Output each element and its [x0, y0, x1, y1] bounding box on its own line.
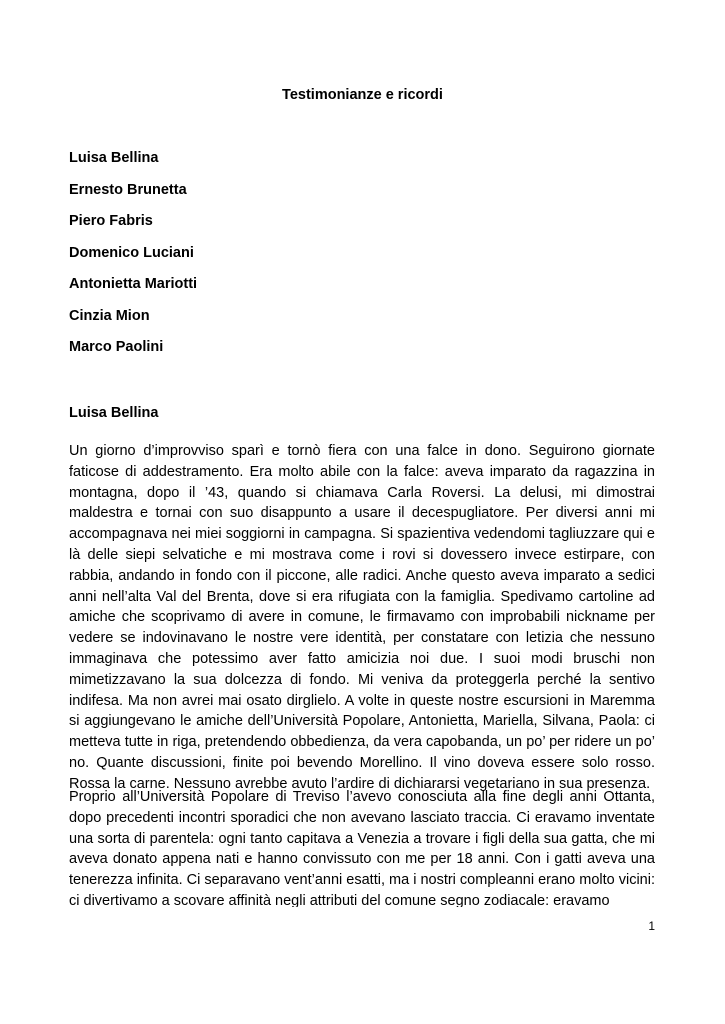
- body-paragraph: Un giorno d’improvviso sparì e tornò fiera con una falce in dono. Seguirono giornate faticose di addestramento. Era molto abile con la falce: aveva imparato da ragazzina in montagna, dopo il ’43, quando si chiamava Carla Roversi. La delusi, mi dimostrai maldestra e tornai con suo disappunto a usare il decespugliatore. Per diversi anni mi accompagnava nei miei soggiorni in campagna. Si spazientiva vedendomi tagliuzzare qui e là delle siepi selvatiche e mi mostrava come i rovi si dovessero invece estirpare, con rabbia, andando in fondo con il piccone, alle radici. Anche questo aveva imparato a sedici anni nell’alta Val del Brenta, dove si era rifugiata con la famiglia. Spedivamo cartoline ad amiche che scoprivamo di avere in comune, le firmavamo con improbabili nickname per vedere se indovinavano le nostre vere identità, per constatare con letizia che nessuno immaginava che potessimo aver fatto amicizia noi due. I suoi modi bruschi non mimetizzavano la sua dolcezza di fondo. Mi veniva da proteggerla perché la sentivo indifesa. Ma non avrei mai osato dirglielo. A volte in queste nostre escursioni in Maremma si aggiungevano le amiche dell’Università Popolare, Antonietta, Mariella, Silvana, Paola: ci metteva tutte in riga, pretendendo obbedienza, da vera capobanda, un po’ per ridere un po’ no. Quante discussioni, finite poi bevendo Morellino. Il vino doveva essere solo rosso. Rossa la carne. Nessuno avrebbe avuto l’ardire di dichiararsi vegetariano in sua presenza.: [69, 443, 655, 792]
- author-name: Ernesto Brunetta: [69, 181, 187, 198]
- author-name: Piero Fabris: [69, 213, 153, 229]
- author-name: Domenico Luciani: [69, 244, 194, 261]
- author-name: Marco Paolini: [69, 339, 164, 355]
- body-paragraph: Proprio all’Università Popolare di Treviso l’avevo conosciuta alla fine degli anni Ottanta, dopo precedenti incontri sporadici che non avevano lasciato traccia. Ci eravamo inventate una sorta di parentela: ogni tanto capitava a Venezia a trovare i figli della sua gatta, che mi aveva donato appena nati e hanno convissuto con me per 18 anni. Con i gatti aveva una tenerezza infinita. Ci separavano vent’anni esatti, ma i nostri compleanni erano molto vicini: ci divertivamo a scovare affinità negli attributi del comune segno zodiacale: eravamo: [69, 789, 655, 907]
- page-number: 1: [648, 919, 655, 933]
- author-list: [69, 148, 197, 369]
- author-name: Luisa Bellina: [69, 150, 159, 166]
- author-name: Antonietta Mariotti: [69, 276, 198, 292]
- section-heading: Luisa Bellina: [69, 405, 159, 421]
- author-name: Cinzia Mion: [69, 307, 150, 324]
- document-title: Testimonianze e ricordi: [282, 87, 443, 103]
